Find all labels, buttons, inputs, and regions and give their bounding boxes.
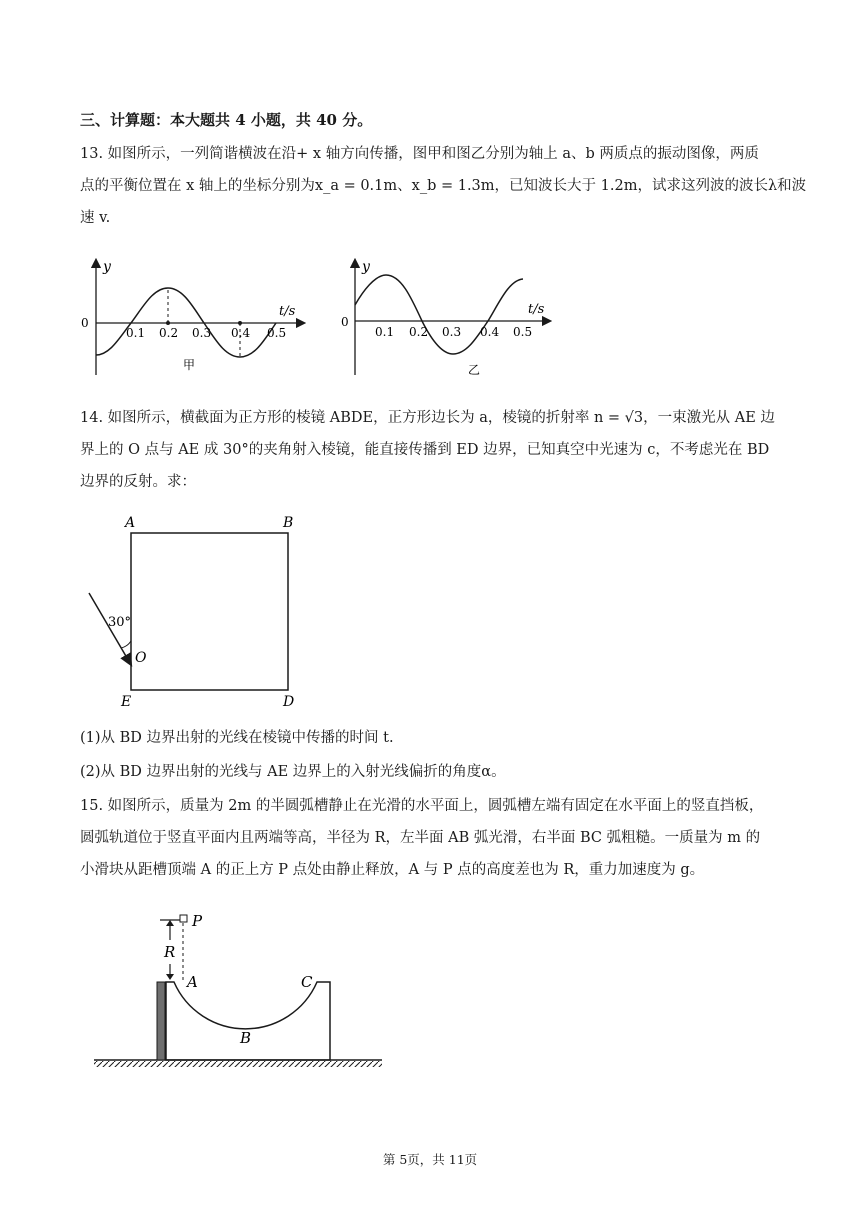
graph-left-tick-4: 0.4 <box>231 326 251 340</box>
graph-right-tick-2: 0.2 <box>409 325 429 339</box>
graph-left-origin: 0 <box>81 316 89 330</box>
graph-left-tick-5: 0.5 <box>267 326 287 340</box>
section-title: 三、计算题：本大题共 4 小题，共 40 分。 <box>80 111 373 129</box>
trough <box>166 982 330 1060</box>
q15-trough-figure <box>90 912 390 1072</box>
graph-left-y-label: y <box>103 259 111 275</box>
graph-right-y-label: y <box>362 259 370 275</box>
baffle-plate <box>157 982 165 1060</box>
q13-line-2: 点的平衡位置在 x 轴上的坐标分别为x_a = 0.1m、x_b = 1.3m，已知波长大于 1.2m，试求这列波的波长λ和波 <box>80 178 807 194</box>
page-footer: 第 5页，共 11页 <box>382 1152 478 1167</box>
vertex-A: A <box>125 515 136 531</box>
graph-right-tick-5: 0.5 <box>513 325 533 339</box>
graph-right-tick-3: 0.3 <box>442 325 462 339</box>
q15-line-2: 圆弧轨道位于竖直平面内且两端等高，半径为 R，左半面 AB 弧光滑，右半面 BC 弧粗糙。一质量为 m 的 <box>80 830 761 846</box>
q15-line-3: 小滑块从距槽顶端 A 的正上方 P 点处由静止释放，A 与 P 点的高度差也为 R，重力加速度为 g。 <box>80 862 705 878</box>
graph-right-origin: 0 <box>341 315 349 329</box>
q14-sub2-line: (2)从 BD 边界出射的光线与 AE 边界上的入射光线偏折的角度α。 <box>80 764 506 780</box>
vertex-D: D <box>283 694 295 710</box>
graph-right-curve <box>355 275 523 354</box>
q14-sub1-line: (1)从 BD 边界出射的光线在棱镜中传播的时间 t. <box>80 730 394 746</box>
graph-left-tick-1: 0.1 <box>126 326 146 340</box>
q15-line-1: 15. 如图所示，质量为 2m 的半圆弧槽静止在光滑的水平面上，圆弧槽左端有固定在水平面上的竖直挡板， <box>80 798 764 814</box>
q13-graph-right <box>335 255 555 385</box>
q14-text <box>80 402 780 498</box>
angle-label: 30° <box>108 615 132 630</box>
q14-sub1 <box>80 722 780 754</box>
graph-right-tick-1: 0.1 <box>375 325 395 339</box>
angle-arc <box>121 641 131 648</box>
label-C: C <box>301 973 313 991</box>
graph-right-caption: 乙 <box>468 363 481 377</box>
block-P <box>180 915 187 922</box>
q14-sub2 <box>80 756 780 788</box>
graph-left-tick-3: 0.3 <box>192 326 212 340</box>
q13-line-3: 速 v. <box>80 210 111 226</box>
q14-line-2: 界上的 O 点与 AE 成 30°的夹角射入棱镜，能直接传播到 ED 边界，已知真空中光速为 c，不考虑光在 BD <box>80 442 770 458</box>
graph-right-t-label: t/s <box>528 302 545 317</box>
q13-line-1: 13. 如图所示，一列简谐横波在沿+ x 轴方向传播，图甲和图乙分别为轴上 a、b 两质点的振动图像，两质 <box>80 146 759 162</box>
q13-text <box>80 138 807 234</box>
label-R: R <box>164 943 176 961</box>
graph-left-t-label: t/s <box>279 304 296 319</box>
q14-prism-figure <box>85 513 315 713</box>
graph-right-tick-4: 0.4 <box>480 325 500 339</box>
point-O: O <box>135 650 147 666</box>
graph-left-caption: 甲 <box>183 358 196 372</box>
q13-graph-left <box>75 255 315 385</box>
label-A: A <box>187 973 198 991</box>
vertex-E: E <box>121 694 132 710</box>
graph-left-tick-2: 0.2 <box>159 326 179 340</box>
prism-square <box>131 533 288 690</box>
vertex-B: B <box>283 515 294 531</box>
q15-text <box>80 790 780 886</box>
q14-line-3: 边界的反射。求： <box>80 474 196 490</box>
label-P: P <box>192 912 203 930</box>
q14-line-1: 14. 如图所示，横截面为正方形的棱镜 ABDE，正方形边长为 a，棱镜的折射率 n = √3，一束激光从 AE 边 <box>80 410 775 426</box>
label-B: B <box>240 1029 252 1047</box>
